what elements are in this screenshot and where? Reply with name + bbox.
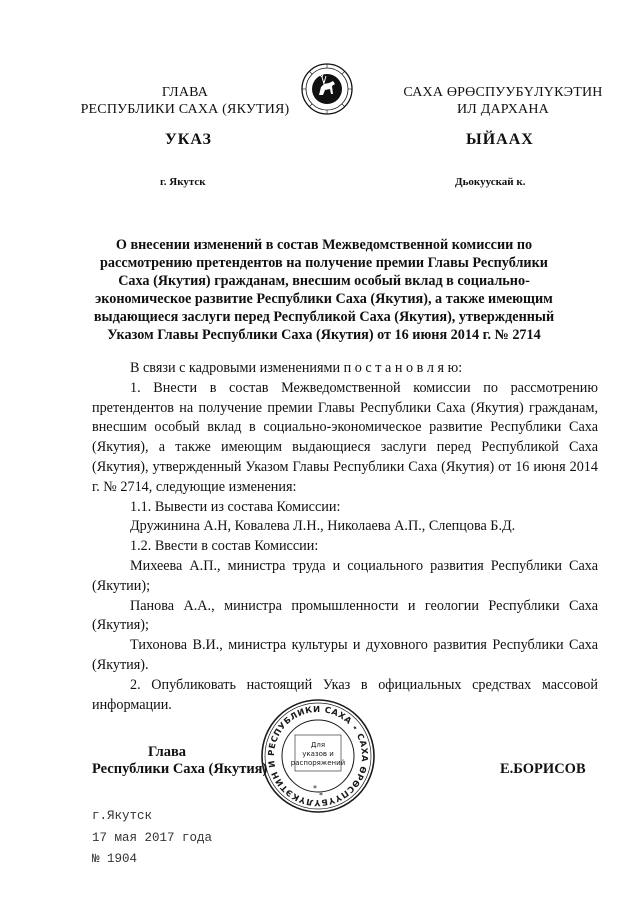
heading-line: Саха (Якутия) гражданам, внесшим особый вклад в социально- (118, 273, 530, 289)
paragraph-2: 2. Опубликовать настоящий Указ в официальных средствах массовой информации. (92, 676, 598, 713)
seal-center-line1: Для (310, 741, 326, 749)
heading-line: выдающиеся заслуги перед Республикой Саха (Якутия), утвержденный (93, 309, 555, 325)
emblem-icon (300, 62, 354, 116)
header-right-line2: ИЛ ДАРХАНА (456, 102, 549, 117)
official-seal (259, 697, 377, 815)
paragraph-1: 1. Внести в состав Межведомственной комиссии по рассмотрению претендентов на получение премии Главы Республики Саха (Якутия) гражданам, внесшим особый вклад в социально-экономическое развитие Республики Саха (Якутия), а также имеющим выдающиеся заслуги перед Республикой Саха (Якутия), утвержденный Указом Главы Республики Саха (Якутия) от 16 июня 2014 г. № 2714, следующие изменения: (92, 379, 598, 495)
title-ukaz: УКАЗ (165, 131, 212, 148)
title-yiaah: ЫЙААХ (466, 131, 534, 148)
city-right: Дьокуускай к. (455, 176, 526, 188)
heading-line: Указом Главы Республики Саха (Якутия) от 16 июня 2014 г. № 2714 (107, 327, 541, 343)
header-right-line1: САХА ӨРӨСПУУБҮЛҮКЭТИН (403, 85, 603, 100)
footer-place: г.Якутск (92, 809, 153, 823)
svg-text:*: * (319, 791, 323, 800)
paragraph-1-2: 1.2. Ввести в состав Комиссии: (130, 538, 319, 555)
seal-ring-text: РЕСПУБЛИКИ САХА ⋆ САХА ӨРӨСПҮҮБҮЛҮКЭТИН И (265, 703, 371, 809)
heading-line: рассмотрению претендентов на получение премии Главы Республики (100, 255, 548, 271)
document-body (92, 359, 598, 715)
header-left-line2: РЕСПУБЛИКИ САХА (ЯКУТИЯ) (80, 102, 290, 117)
paragraph-1-2-a: Михеева А.П., министра труда и социального развития Республики Саха (Якутии); (92, 557, 598, 594)
seal-center-line2: указов и (302, 750, 334, 758)
document-footer (92, 806, 212, 871)
signature-title-line2: Республики Саха (Якутия) (92, 761, 268, 777)
footer-number: № 1904 (92, 852, 138, 866)
seal-center-line3: распоряжений (290, 759, 346, 767)
footer-date: 17 мая 2017 года (92, 830, 213, 845)
signature-title (92, 744, 267, 778)
document-heading (84, 236, 564, 344)
city-left: г. Якутск (160, 176, 206, 188)
svg-text:*: * (313, 784, 317, 793)
heading-line: экономическое развитие Республики Саха (Якутия), а также имеющим (95, 291, 553, 307)
header-right (378, 84, 628, 118)
paragraph-1-2-c: Тихонова В.И., министра культуры и духовного развития Республики Саха (Якутия). (92, 637, 598, 673)
paragraph-1-1: 1.1. Вывести из состава Комиссии: (130, 498, 341, 515)
intro-paragraph: В связи с кадровыми изменениями п о с т а н о в л я ю: (130, 360, 463, 376)
signature-name: Е.БОРИСОВ (500, 761, 586, 777)
paragraph-1-2-b: Панова А.А., министра промышленности и геологии Республики Саха (Якутия); (92, 597, 598, 634)
heading-line: О внесении изменений в состав Межведомственной комиссии по (115, 237, 533, 253)
header-left-line1: ГЛАВА (161, 85, 209, 100)
header-left (60, 84, 310, 118)
signature-title-line1: Глава (148, 744, 187, 760)
paragraph-1-1-names: Дружинина А.Н, Ковалева Л.Н., Николаева А.П., Слепцова Б.Д. (130, 518, 516, 535)
